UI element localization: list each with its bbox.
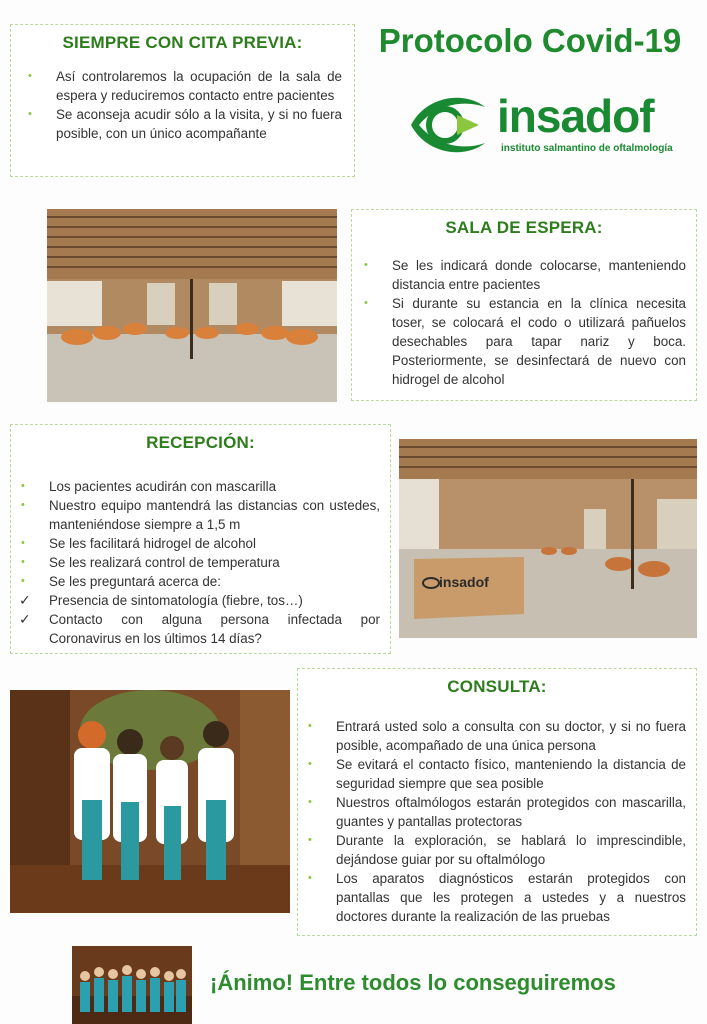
footer-slogan: ¡Ánimo! Entre todos lo conseguiremos (210, 970, 616, 995)
recepcion-list (19, 477, 380, 648)
list-item: • Se les preguntará acerca de: (21, 574, 221, 589)
doctors-photo (10, 690, 290, 913)
bullet-icon: • (364, 259, 368, 271)
list-item: • Se les indicará donde colocarse, manteniendo distancia entre pacientes (364, 258, 686, 292)
reception-desk-logo: insadof (439, 574, 489, 590)
recepcion-title: RECEPCIÓN: (146, 433, 255, 452)
team-photo (72, 946, 192, 1024)
checkmark-icon: ✓ (19, 592, 31, 608)
consulta-section (297, 668, 697, 936)
bullet-icon: • (308, 796, 312, 808)
page-title: Protocolo Covid-19 (378, 22, 682, 59)
checkmark-icon: ✓ (19, 611, 31, 627)
list-item: ✓ Contacto con alguna persona infectada por Coronavirus en los últimos 14 días? (19, 611, 380, 646)
list-item: • Así controlaremos la ocupación de la sala de espera y reduciremos contacto entre pacientes (28, 69, 342, 103)
cita-previa-section (10, 24, 355, 177)
insadof-logo (405, 85, 673, 165)
list-item: • Los pacientes acudirán con mascarilla (21, 479, 277, 494)
sala-espera-section (351, 209, 697, 401)
cita-previa-title: SIEMPRE CON CITA PREVIA: (62, 33, 303, 52)
list-item: • Se aconseja acudir sólo a la visita, y si no fuera posible, con un único acompañante (28, 107, 342, 141)
bullet-icon: • (308, 758, 312, 770)
sala-espera-list (364, 256, 686, 389)
sala-espera-title: SALA DE ESPERA: (445, 218, 603, 237)
list-item: • Nuestro equipo mantendrá las distancias con ustedes, manteniéndose siempre a 1,5 m (21, 498, 380, 532)
bullet-icon: • (308, 872, 312, 884)
logo-wordmark: insadof (497, 90, 654, 142)
list-item: • Nuestros oftalmólogos estarán protegidos con mascarilla, guantes y pantallas protectoras (308, 795, 686, 829)
consulta-list (308, 717, 686, 926)
bullet-icon: • (21, 556, 25, 568)
bullet-icon: • (308, 834, 312, 846)
bullet-icon: • (21, 499, 25, 511)
bullet-icon: • (21, 537, 25, 549)
list-item: • Si durante su estancia en la clínica necesita toser, se colocará el codo o utilizará pañuelos desechables para tapar nariz y boca. Posteriormente, se desinfectará de nuevo con hidrogel de alcohol (364, 296, 686, 387)
list-item: • Se evitará el contacto físico, manteniendo la distancia de seguridad siempre que sea posible (308, 757, 686, 791)
bullet-icon: • (308, 720, 312, 732)
recepcion-section (10, 424, 391, 654)
bullet-icon: • (28, 108, 32, 120)
reception-photo (399, 439, 697, 638)
logo-tagline: instituto salmantino de oftalmología (501, 143, 673, 154)
list-item: • Se les realizará control de temperatura (21, 555, 280, 570)
consulta-title: CONSULTA: (447, 677, 547, 696)
waiting-room-photo (47, 209, 337, 402)
eye-logo-icon (405, 85, 495, 165)
list-item: • Durante la exploración, se hablará lo imprescindible, dejándose guiar por su oftalmólogo (308, 833, 686, 867)
bullet-icon: • (28, 70, 32, 82)
list-item: • Entrará usted solo a consulta con su doctor, y si no fuera posible, acompañado de una única persona (308, 719, 686, 753)
bullet-icon: • (21, 575, 25, 587)
cita-previa-list (28, 67, 342, 143)
list-item: • Los aparatos diagnósticos estarán protegidos con pantallas que les protegen a ustedes y a nuestros doctores durante la realización de las pruebas (308, 871, 686, 924)
bullet-icon: • (364, 297, 368, 309)
list-item: • Se les facilitará hidrogel de alcohol (21, 536, 256, 551)
list-item: ✓ Presencia de sintomatología (fiebre, tos…) (19, 592, 303, 608)
bullet-icon: • (21, 480, 25, 492)
